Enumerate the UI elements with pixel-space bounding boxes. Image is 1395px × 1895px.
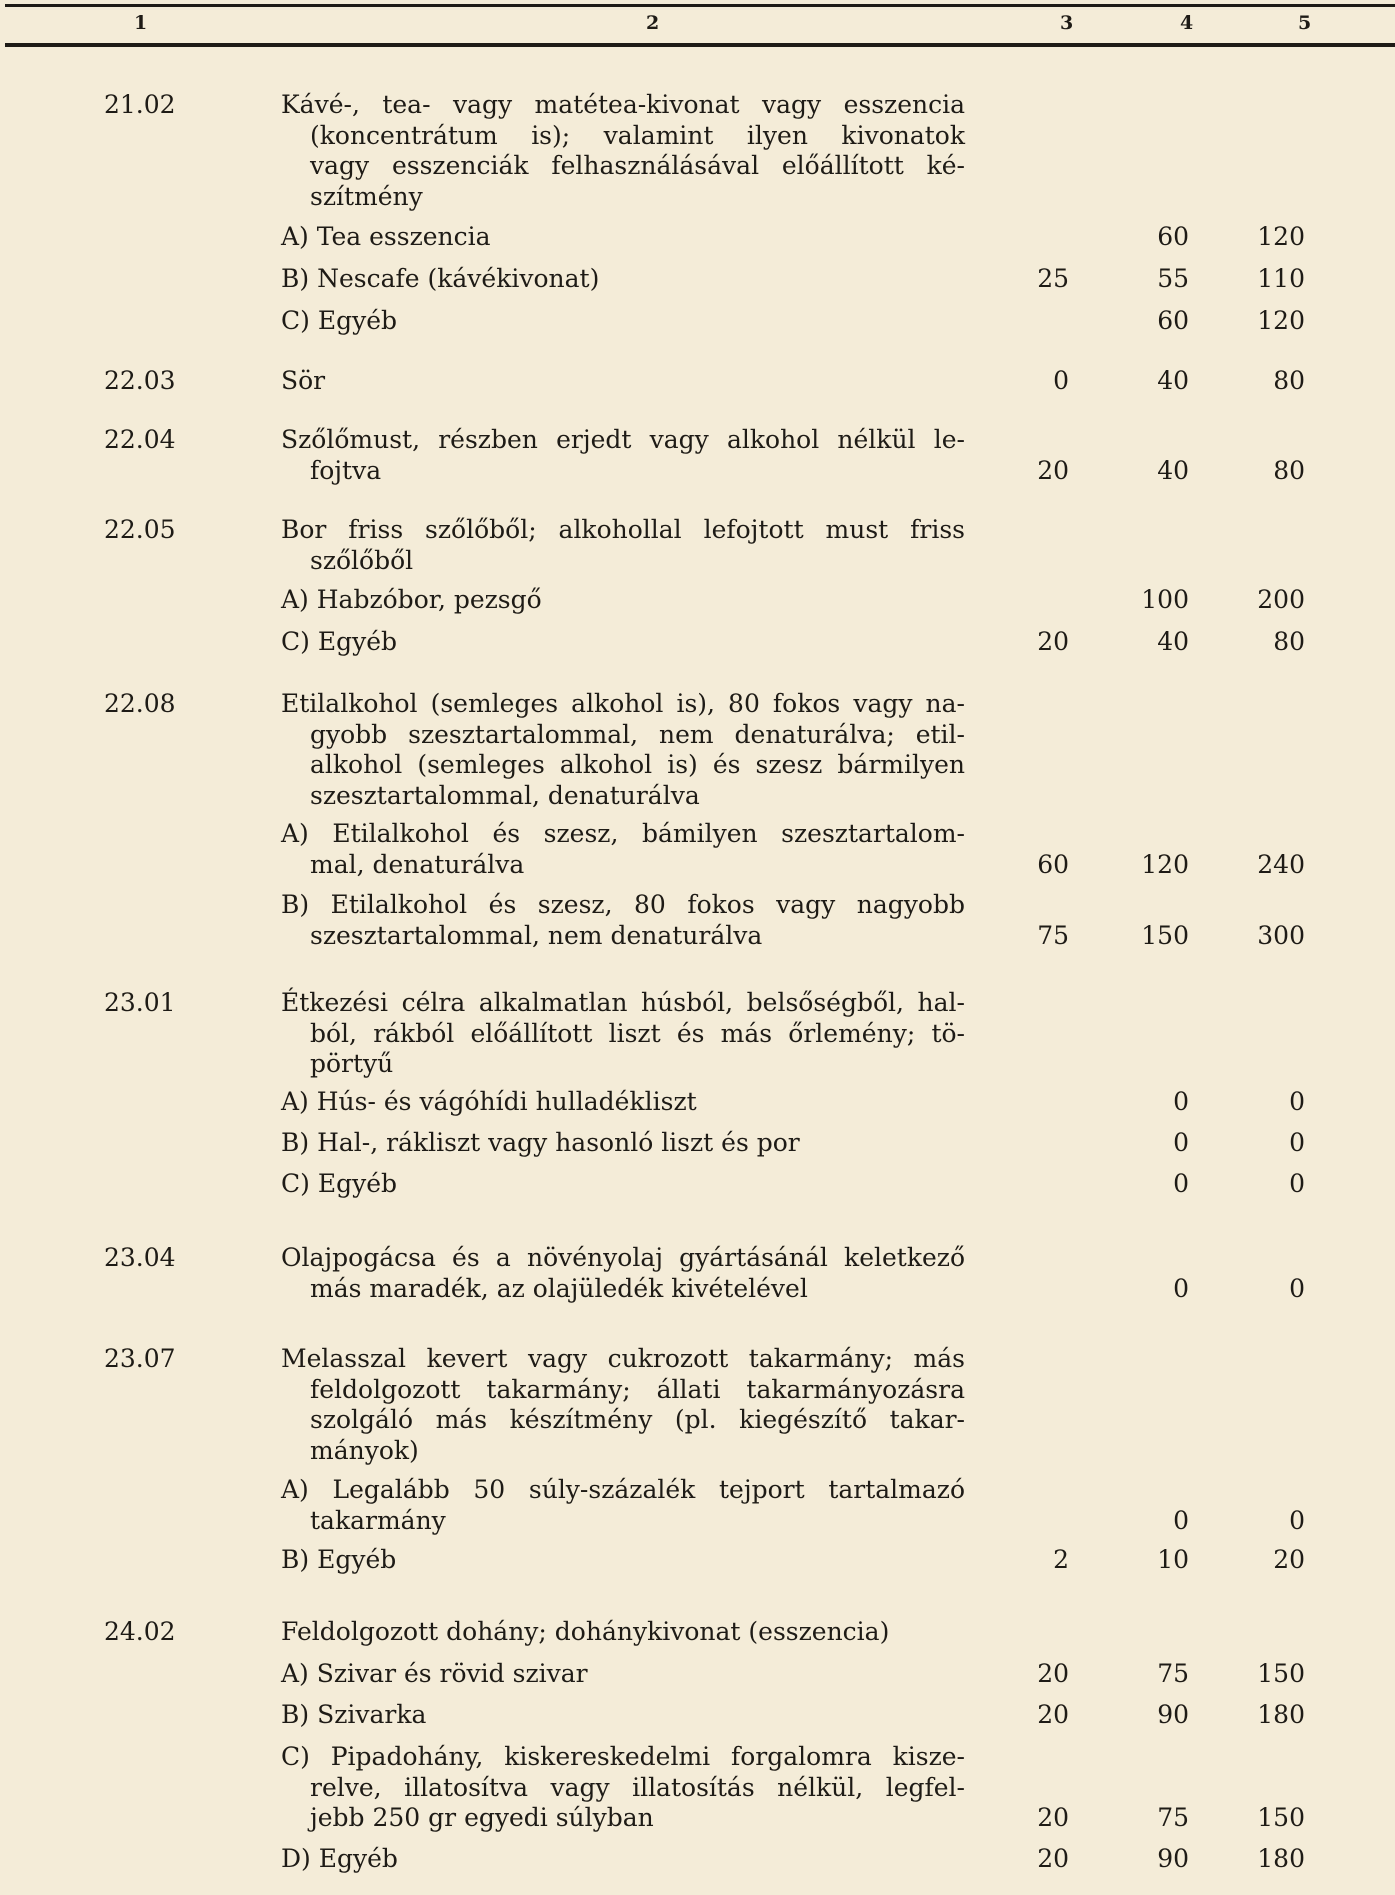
description-line: Bor friss szőlőből; alkohollal lefojtott must friss <box>281 515 965 544</box>
description-line: C) Pipadohány, kiskereskedelmi forgalomra kisze- <box>281 1742 965 1771</box>
item-description <box>281 306 965 337</box>
rate-col-5: 0 <box>1289 1128 1305 1157</box>
description-line: Etilalkohol (semleges alkohol is), 80 fokos vagy na- <box>281 689 965 718</box>
rate-col-4: 55 <box>1157 264 1189 293</box>
column-header-1: 1 <box>134 12 148 34</box>
tariff-code: 22.04 <box>104 425 176 454</box>
table-row <box>0 585 1395 616</box>
table-row <box>0 627 1395 658</box>
rate-col-5: 0 <box>1289 1273 1305 1303</box>
description-line: A) Hús- és vágóhídi hulladékliszt <box>281 1087 697 1116</box>
item-description <box>281 1169 965 1200</box>
rate-col-5: 180 <box>1257 1700 1305 1729</box>
rate-col-5: 0 <box>1289 1505 1305 1535</box>
item-description <box>281 1545 965 1576</box>
description-line: B) Hal-, rákliszt vagy hasonló liszt és por <box>281 1128 800 1157</box>
table-row <box>0 1087 1395 1118</box>
table-row <box>0 1128 1395 1159</box>
description-line: takarmány <box>310 1505 446 1535</box>
item-description <box>281 1475 965 1536</box>
rate-col-4: 10 <box>1157 1545 1189 1574</box>
description-line: B) Egyéb <box>281 1545 397 1574</box>
description-line: szesztartalommal, nem denaturálva <box>310 920 763 950</box>
tariff-code: 23.04 <box>104 1243 176 1272</box>
tariff-code: 22.03 <box>104 366 176 395</box>
table-row <box>0 1169 1395 1200</box>
rate-col-5: 150 <box>1257 1803 1305 1832</box>
table-row <box>0 222 1395 253</box>
rate-col-5: 0 <box>1289 1087 1305 1116</box>
rate-col-4: 0 <box>1173 1505 1189 1535</box>
description-line: Feldolgozott dohány; dohánykivonat (esszencia) <box>281 1617 890 1646</box>
rate-col-5: 20 <box>1273 1545 1305 1574</box>
description-line: szesztartalommal, denaturálva <box>310 780 700 810</box>
rate-col-4: 40 <box>1157 455 1189 485</box>
rate-col-5: 110 <box>1257 264 1305 293</box>
rate-col-5: 200 <box>1257 585 1305 614</box>
item-description <box>281 1700 965 1731</box>
description-line: jebb 250 gr egyedi súlyban <box>310 1803 654 1832</box>
rate-col-5: 240 <box>1257 849 1305 879</box>
rate-col-3: 20 <box>1037 1803 1069 1832</box>
description-line: szítmény <box>310 181 423 211</box>
rate-col-4: 100 <box>1141 585 1189 614</box>
rate-col-4: 0 <box>1173 1169 1189 1198</box>
rate-col-5: 80 <box>1273 366 1305 395</box>
description-line: ból, rákból előállított liszt és más őrlemény; tö- <box>310 1018 965 1048</box>
table-row <box>0 1475 1395 1536</box>
item-description <box>281 585 965 616</box>
tariff-code: 23.01 <box>104 988 176 1017</box>
item-description <box>281 890 965 951</box>
item-description <box>281 627 965 658</box>
tariff-code: 23.07 <box>104 1344 176 1373</box>
description-line: B) Nescafe (kávékivonat) <box>281 264 600 293</box>
item-description <box>281 264 965 295</box>
rate-col-3: 20 <box>1037 1844 1069 1873</box>
item-description <box>281 1243 965 1304</box>
description-line: gyobb szesztartalommal, nem denaturálva; etil- <box>310 719 965 749</box>
rate-col-3: 75 <box>1037 920 1069 950</box>
rate-col-3: 20 <box>1037 455 1069 485</box>
rate-col-4: 0 <box>1173 1087 1189 1116</box>
rate-col-4: 90 <box>1157 1700 1189 1729</box>
rate-col-4: 40 <box>1157 366 1189 395</box>
description-line: fojtva <box>310 455 382 485</box>
table-row <box>0 1700 1395 1731</box>
table-row <box>0 1659 1395 1690</box>
table-row <box>0 1545 1395 1576</box>
rate-col-4: 75 <box>1157 1803 1189 1832</box>
item-description <box>281 819 965 880</box>
description-line: C) Egyéb <box>281 1169 398 1198</box>
item-description <box>281 1844 965 1875</box>
item-description <box>281 1128 965 1159</box>
item-description <box>281 1659 965 1690</box>
table-row <box>0 890 1395 951</box>
rate-col-3: 20 <box>1037 1659 1069 1688</box>
description-line: B) Etilalkohol és szesz, 80 fokos vagy nagyobb <box>281 890 965 919</box>
table-row <box>0 1844 1395 1875</box>
description-line: Kávé-, tea- vagy matétea-kivonat vagy esszencia <box>281 90 965 119</box>
item-description <box>281 689 965 811</box>
description-line: feldolgozott takarmány; állati takarmányozásra <box>310 1374 965 1404</box>
description-line: szőlőből <box>310 545 414 575</box>
item-description <box>281 1742 965 1834</box>
table-row <box>0 1742 1395 1834</box>
rate-col-4: 75 <box>1157 1659 1189 1688</box>
description-line: A) Tea esszencia <box>281 222 491 251</box>
description-line: mal, denaturálva <box>310 849 525 879</box>
table-row <box>0 988 1395 1080</box>
column-header-3: 3 <box>1060 12 1074 34</box>
rate-col-3: 2 <box>1053 1545 1069 1574</box>
rate-col-5: 120 <box>1257 222 1305 251</box>
rate-col-4: 0 <box>1173 1128 1189 1157</box>
description-line: Szőlőmust, részben erjedt vagy alkohol nélkül le- <box>281 425 965 454</box>
table-row <box>0 366 1395 397</box>
description-line: Étkezési célra alkalmatlan húsból, belsőségből, hal- <box>281 988 965 1017</box>
description-line: C) Egyéb <box>281 306 398 335</box>
rate-col-4: 0 <box>1173 1273 1189 1303</box>
description-line: Melasszal kevert vagy cukrozott takarmány; más <box>281 1344 965 1373</box>
rate-col-4: 60 <box>1157 222 1189 251</box>
rate-col-5: 120 <box>1257 306 1305 335</box>
rate-col-5: 80 <box>1273 627 1305 656</box>
column-header-2: 2 <box>646 12 660 34</box>
tariff-code: 24.02 <box>104 1617 176 1646</box>
item-description <box>281 1344 965 1466</box>
table-row <box>0 1617 1395 1648</box>
rate-col-4: 40 <box>1157 627 1189 656</box>
rate-col-5: 0 <box>1289 1169 1305 1198</box>
rate-col-5: 180 <box>1257 1844 1305 1873</box>
description-line: mányok) <box>310 1435 419 1465</box>
table-row <box>0 264 1395 295</box>
description-line: Olajpogácsa és a növényolaj gyártásánál keletkező <box>281 1243 965 1272</box>
column-header-4: 4 <box>1180 12 1194 34</box>
tariff-code: 22.08 <box>104 689 176 718</box>
description-line: pörtyű <box>310 1049 394 1078</box>
description-line: D) Egyéb <box>281 1844 398 1873</box>
item-description <box>281 366 965 397</box>
description-line: A) Etilalkohol és szesz, bámilyen szesztartalom- <box>281 819 965 848</box>
item-description <box>281 425 965 486</box>
item-description <box>281 1617 965 1648</box>
description-line: A) Habzóbor, pezsgő <box>281 585 542 614</box>
tariff-code: 21.02 <box>104 90 176 119</box>
table-row <box>0 90 1395 212</box>
description-line: (koncentrátum is); valamint ilyen kivonatok <box>310 120 965 150</box>
table-row <box>0 515 1395 576</box>
description-line: szolgáló más készítmény (pl. kiegészítő takar- <box>310 1405 965 1434</box>
rate-col-4: 90 <box>1157 1844 1189 1873</box>
description-line: relve, illatosítva vagy illatosítás nélkül, legfel- <box>310 1772 965 1802</box>
description-line: Sör <box>281 366 326 395</box>
table-row <box>0 689 1395 811</box>
description-line: A) Legalább 50 súly-százalék tejport tartalmazó <box>281 1475 965 1504</box>
item-description <box>281 1087 965 1118</box>
table-row <box>0 1344 1395 1466</box>
rate-col-3: 20 <box>1037 1700 1069 1729</box>
rate-col-3: 25 <box>1037 264 1069 293</box>
rate-col-5: 80 <box>1273 455 1305 485</box>
description-line: C) Egyéb <box>281 627 398 656</box>
item-description <box>281 515 965 576</box>
column-header-5: 5 <box>1298 12 1312 34</box>
rate-col-4: 150 <box>1141 920 1189 950</box>
tariff-code: 22.05 <box>104 515 176 544</box>
table-row <box>0 306 1395 337</box>
description-line: B) Szivarka <box>281 1700 427 1729</box>
table-row <box>0 425 1395 486</box>
rate-col-5: 150 <box>1257 1659 1305 1688</box>
table-row <box>0 819 1395 880</box>
item-description <box>281 988 965 1080</box>
description-line: más maradék, az olajüledék kivételével <box>310 1273 808 1303</box>
rate-col-3: 0 <box>1053 366 1069 395</box>
description-line: alkohol (semleges alkohol is) és szesz bármilyen <box>310 750 965 779</box>
item-description <box>281 90 965 212</box>
rate-col-4: 60 <box>1157 306 1189 335</box>
description-line: vagy esszenciák felhasználásával előállított ké- <box>310 151 965 180</box>
table-row <box>0 1243 1395 1304</box>
rate-col-4: 120 <box>1141 849 1189 879</box>
item-description <box>281 222 965 253</box>
rate-col-3: 20 <box>1037 627 1069 656</box>
rate-col-5: 300 <box>1257 920 1305 950</box>
description-line: A) Szivar és rövid szivar <box>281 1659 588 1688</box>
rate-col-3: 60 <box>1037 849 1069 879</box>
